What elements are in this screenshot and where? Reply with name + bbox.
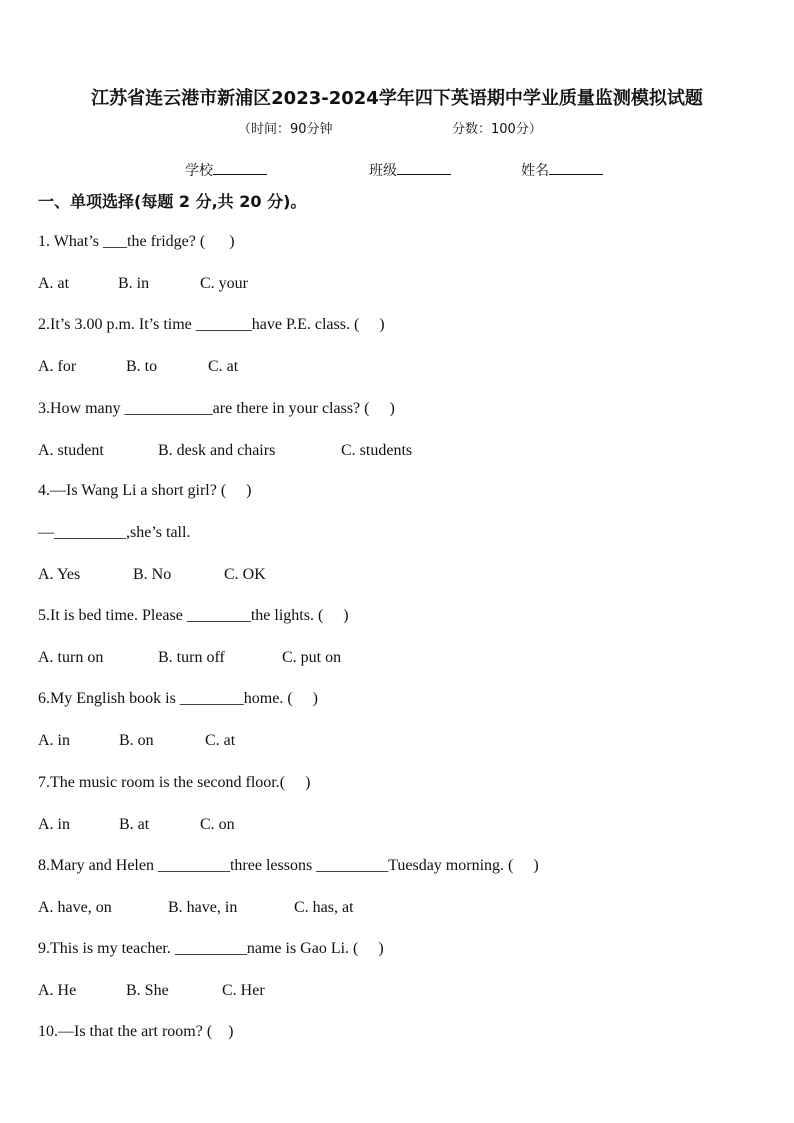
school-field bbox=[185, 160, 267, 180]
option: B. desk and chairs bbox=[158, 442, 276, 459]
option: A. student bbox=[38, 442, 104, 459]
option: A. at bbox=[38, 275, 70, 292]
option: B. turn off bbox=[158, 649, 225, 666]
option: B. in bbox=[118, 275, 150, 292]
option: C. OK bbox=[224, 566, 266, 583]
name-label: 姓名 bbox=[521, 163, 549, 179]
class-label: 班级 bbox=[369, 163, 397, 179]
option: A. He bbox=[38, 982, 77, 999]
option: A. have, on bbox=[38, 899, 112, 916]
section-heading: 一、单项选择(每题 2 分,共 20 分)。 bbox=[38, 192, 307, 211]
option: A. Yes bbox=[38, 566, 81, 583]
exam-time: （时间：90分钟 bbox=[238, 122, 333, 137]
option: B. have, in bbox=[168, 899, 238, 916]
option: B. on bbox=[119, 732, 154, 749]
option: C. at bbox=[205, 732, 236, 749]
option: C. put on bbox=[282, 649, 342, 666]
question-6: 6.My English book is ________home. ( ) bbox=[38, 690, 318, 707]
option: C. at bbox=[208, 358, 239, 375]
class-field bbox=[369, 160, 451, 180]
option: A. turn on bbox=[38, 649, 104, 666]
name-field bbox=[521, 160, 603, 180]
option: C. Her bbox=[222, 982, 265, 999]
option: C. your bbox=[200, 275, 248, 292]
class-blank bbox=[397, 162, 451, 175]
option: A. in bbox=[38, 816, 70, 833]
question-9: 9.This is my teacher. _________name is Gao Li. ( ) bbox=[38, 940, 384, 957]
question-2: 2.It’s 3.00 p.m. It’s time _______have P.E. class. ( ) bbox=[38, 316, 385, 333]
question-1: 1. What’s ___the fridge? ( ) bbox=[38, 233, 235, 250]
option: B. No bbox=[133, 566, 172, 583]
question-8: 8.Mary and Helen _________three lessons _________Tuesday morning. ( ) bbox=[38, 857, 539, 874]
exam-score: 分数：100分） bbox=[452, 122, 542, 137]
option: B. She bbox=[126, 982, 169, 999]
question-5: 5.It is bed time. Please ________the lights. ( ) bbox=[38, 607, 349, 624]
question-7: 7.The music room is the second floor.( ) bbox=[38, 774, 311, 791]
school-label: 学校 bbox=[185, 163, 213, 179]
option: C. has, at bbox=[294, 899, 354, 916]
option: A. for bbox=[38, 358, 77, 375]
page-title: 江苏省连云港市新浦区2023-2024学年四下英语期中学业质量监测模拟试题 bbox=[91, 88, 703, 109]
option: A. in bbox=[38, 732, 70, 749]
name-blank bbox=[549, 162, 603, 175]
question-10: 10.—Is that the art room? ( ) bbox=[38, 1023, 234, 1040]
question-4-reply: —_________,she’s tall. bbox=[38, 524, 191, 541]
option: B. to bbox=[126, 358, 158, 375]
option: C. on bbox=[200, 816, 235, 833]
question-3: 3.How many ___________are there in your class? ( ) bbox=[38, 400, 395, 417]
option: B. at bbox=[119, 816, 150, 833]
school-blank bbox=[213, 162, 267, 175]
question-4: 4.—Is Wang Li a short girl? ( ) bbox=[38, 482, 252, 499]
option: C. students bbox=[341, 442, 413, 459]
